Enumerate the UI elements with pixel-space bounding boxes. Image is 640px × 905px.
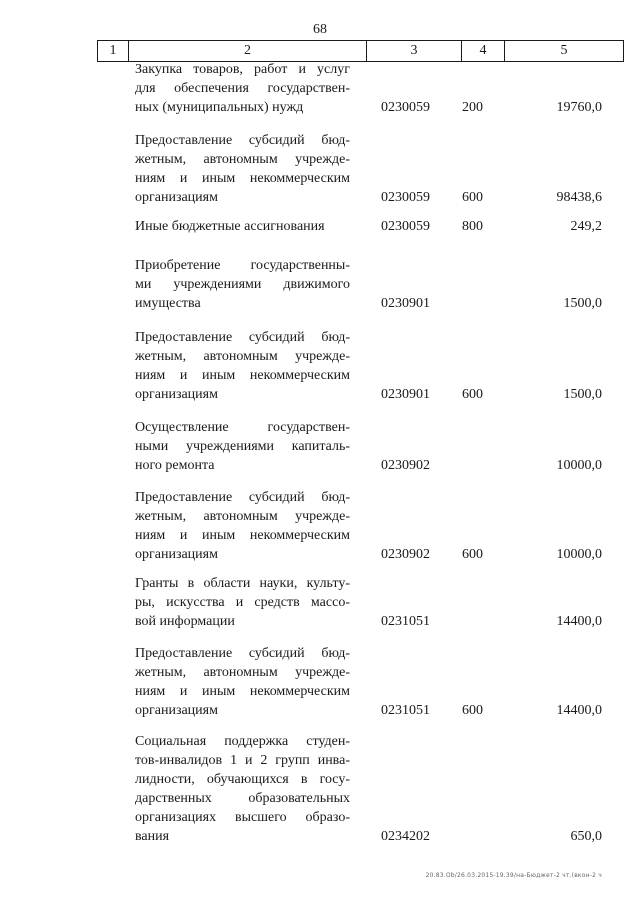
- row-code: 0234202: [381, 829, 430, 844]
- header-col-2: 2: [129, 41, 367, 61]
- row-type: 200: [462, 100, 483, 115]
- row-amount: 650,0: [570, 829, 602, 844]
- row-code: 0230059: [381, 190, 430, 205]
- description-line: дарственных образовательных: [135, 791, 350, 806]
- row-description: [135, 418, 350, 475]
- description-line: организациям: [135, 703, 218, 718]
- row-code: 0230059: [381, 219, 430, 234]
- description-line: Социальная поддержка студен-: [135, 734, 350, 749]
- row-description: [135, 131, 350, 207]
- row-type: 600: [462, 190, 483, 205]
- description-line: Иные бюджетные ассигнования: [135, 219, 325, 234]
- row-type: 800: [462, 219, 483, 234]
- row-code: 0231051: [381, 614, 430, 629]
- row-amount: 10000,0: [556, 547, 602, 562]
- description-line: имущества: [135, 296, 201, 311]
- header-col-3: 3: [367, 41, 462, 61]
- row-description: [135, 256, 350, 313]
- description-line: ры, искусства и средств массо-: [135, 595, 350, 610]
- description-line: ниям и иным некоммерческим: [135, 368, 350, 383]
- row-type: 600: [462, 703, 483, 718]
- description-line: организациям: [135, 387, 218, 402]
- description-line: организациях высшего образо-: [135, 810, 350, 825]
- description-line: Предоставление субсидий бюд-: [135, 330, 350, 345]
- row-amount: 10000,0: [556, 458, 602, 473]
- description-line: организациям: [135, 547, 218, 562]
- description-line: ниям и иным некоммерческим: [135, 171, 350, 186]
- description-line: Предоставление субсидий бюд-: [135, 133, 350, 148]
- row-code: 0230059: [381, 100, 430, 115]
- row-amount: 249,2: [570, 219, 602, 234]
- description-line: жетным, автономным учрежде-: [135, 509, 350, 524]
- row-amount: 98438,6: [556, 190, 602, 205]
- description-line: ниям и иным некоммерческим: [135, 684, 350, 699]
- description-line: лидности, обучающихся в госу-: [135, 772, 350, 787]
- description-line: ного ремонта: [135, 458, 215, 473]
- header-col-4: 4: [462, 41, 505, 61]
- row-amount: 1500,0: [563, 387, 602, 402]
- description-line: вой информации: [135, 614, 235, 629]
- row-code: 0230902: [381, 547, 430, 562]
- description-line: жетным, автономным учрежде-: [135, 152, 350, 167]
- row-code: 0231051: [381, 703, 430, 718]
- description-line: ными учреждениями капиталь-: [135, 439, 350, 454]
- header-col-1: 1: [98, 41, 129, 61]
- header-col-5: 5: [560, 43, 568, 58]
- row-description: [135, 574, 350, 631]
- description-line: Приобретение государственны-: [135, 258, 350, 273]
- description-line: для обеспечения государствен-: [135, 81, 350, 96]
- description-line: ми учреждениями движимого: [135, 277, 350, 292]
- description-line: организациям: [135, 190, 218, 205]
- row-amount: 14400,0: [556, 703, 602, 718]
- row-amount: 14400,0: [556, 614, 602, 629]
- description-line: вания: [135, 829, 170, 844]
- table-header: [97, 40, 624, 62]
- row-description: [135, 644, 350, 720]
- page-number: 68: [313, 22, 327, 37]
- row-code: 0230901: [381, 387, 430, 402]
- footer-note: 20.83.Ob/26.03.2015-19.39/на-Бюджет-2 чт.(вкон-2 ч: [425, 872, 602, 879]
- description-line: Гранты в области науки, культу-: [135, 576, 350, 591]
- row-description: [135, 60, 350, 117]
- row-type: 600: [462, 547, 483, 562]
- row-description: [135, 328, 350, 404]
- row-code: 0230901: [381, 296, 430, 311]
- description-line: Предоставление субсидий бюд-: [135, 490, 350, 505]
- description-line: Предоставление субсидий бюд-: [135, 646, 350, 661]
- description-line: тов-инвалидов 1 и 2 групп инва-: [135, 753, 350, 768]
- row-type: 600: [462, 387, 483, 402]
- row-description: [135, 488, 350, 564]
- description-line: ных (муниципальных) нужд: [135, 100, 304, 115]
- description-line: жетным, автономным учрежде-: [135, 349, 350, 364]
- description-line: жетным, автономным учрежде-: [135, 665, 350, 680]
- row-code: 0230902: [381, 458, 430, 473]
- row-description: [135, 732, 350, 846]
- description-line: Закупка товаров, работ и услуг: [135, 62, 350, 77]
- description-line: Осуществление государствен-: [135, 420, 350, 435]
- description-line: ниям и иным некоммерческим: [135, 528, 350, 543]
- row-amount: 1500,0: [563, 296, 602, 311]
- row-description: [135, 217, 350, 236]
- row-amount: 19760,0: [556, 100, 602, 115]
